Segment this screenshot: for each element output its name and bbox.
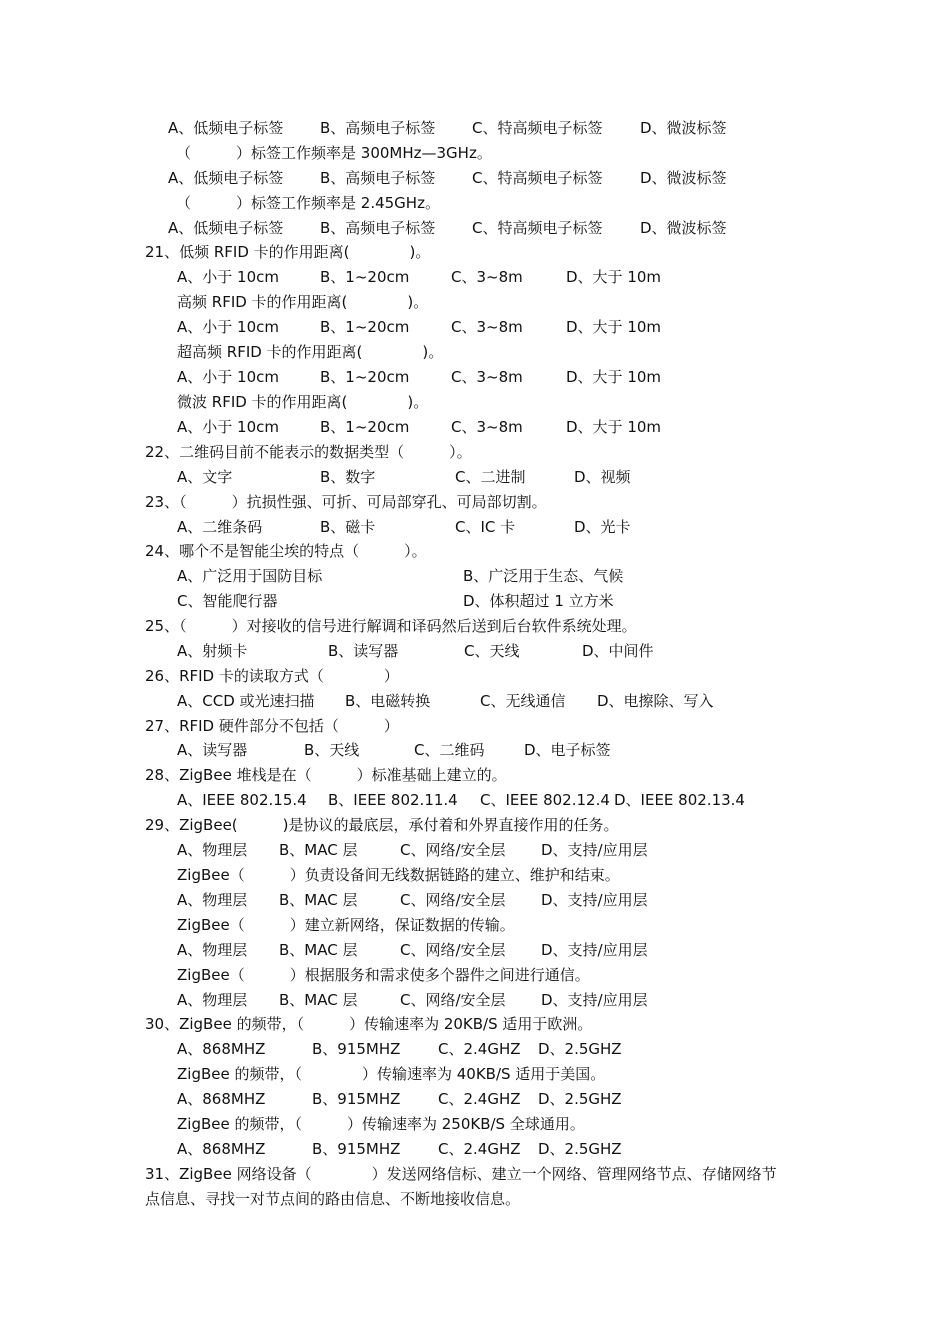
question-text: 26、RFID 卡的读取方式（ ）: [145, 667, 399, 685]
option-text: C、网络/安全层: [400, 941, 506, 959]
question-text: 30、ZigBee 的频带，（ ）传输速率为 20KB/S 适用于欧洲。: [145, 1015, 593, 1033]
option-row: [0, 589, 950, 614]
option-text: A、物理层: [177, 891, 248, 909]
question-text: 24、哪个不是智能尘埃的特点（ ）。: [145, 542, 427, 560]
question-line: [0, 714, 950, 739]
question-line: [0, 813, 950, 838]
option-text: D、大于 10m: [566, 268, 662, 286]
question-line: [0, 539, 950, 564]
question-text: （ ）标签工作频率是 2.45GHz。: [176, 194, 440, 212]
option-row: [0, 988, 950, 1013]
option-text: B、广泛用于生态、气候: [463, 567, 624, 585]
question-line: [0, 240, 950, 265]
option-text: D、2.5GHZ: [538, 1040, 622, 1058]
option-text: B、电磁转换: [345, 692, 431, 710]
option-row: [0, 838, 950, 863]
question-line: [0, 141, 950, 166]
option-text: B、IEEE 802.11.4: [328, 791, 458, 809]
option-text: B、915MHZ: [312, 1040, 401, 1058]
option-text: D、大于 10m: [566, 418, 662, 436]
question-line: [0, 340, 950, 365]
option-text: C、网络/安全层: [400, 891, 506, 909]
option-text: D、2.5GHZ: [538, 1090, 622, 1108]
option-text: C、2.4GHZ: [438, 1090, 521, 1108]
option-row: [0, 216, 950, 241]
option-text: B、高频电子标签: [320, 219, 436, 237]
question-text: 22、二维码目前不能表示的数据类型（ ）。: [145, 443, 472, 461]
option-row: [0, 738, 950, 763]
question-line: [0, 664, 950, 689]
option-text: A、物理层: [177, 941, 248, 959]
question-text: （ ）标签工作频率是 300MHz—3GHz。: [176, 144, 492, 162]
option-text: D、中间件: [582, 642, 654, 660]
option-text: B、1~20cm: [320, 268, 410, 286]
option-text: D、微波标签: [640, 219, 727, 237]
question-text: 27、RFID 硬件部分不包括（ ）: [145, 717, 399, 735]
question-text: 点信息、寻找一对节点间的路由信息、不断地接收信息。: [145, 1190, 521, 1208]
option-text: B、高频电子标签: [320, 119, 436, 137]
option-row: [0, 415, 950, 440]
question-line: [0, 1062, 950, 1087]
option-text: B、数字: [320, 468, 376, 486]
option-text: B、1~20cm: [320, 418, 410, 436]
option-text: D、支持/应用层: [541, 891, 648, 909]
option-text: A、小于 10cm: [177, 318, 279, 336]
question-text: 29、ZigBee( )是协议的最底层，承付着和外界直接作用的任务。: [145, 816, 619, 834]
option-row: [0, 265, 950, 290]
option-text: D、光卡: [574, 518, 631, 536]
option-text: D、体积超过 1 立方米: [463, 592, 614, 610]
option-text: B、高频电子标签: [320, 169, 436, 187]
option-row: [0, 888, 950, 913]
option-text: D、电子标签: [524, 741, 611, 759]
option-text: C、天线: [464, 642, 520, 660]
option-text: D、大于 10m: [566, 318, 662, 336]
option-text: C、2.4GHZ: [438, 1040, 521, 1058]
option-text: C、IC 卡: [455, 518, 516, 536]
option-text: D、支持/应用层: [541, 991, 648, 1009]
option-text: C、3~8m: [451, 268, 523, 286]
option-text: B、读写器: [328, 642, 399, 660]
option-text: B、MAC 层: [279, 991, 358, 1009]
question-text: 21、低频 RFID 卡的作用距离( )。: [145, 243, 431, 261]
question-text: ZigBee（ ）建立新网络，保证数据的传输。: [177, 916, 515, 934]
question-line: [0, 1187, 950, 1212]
question-line: [0, 863, 950, 888]
question-line: [0, 191, 950, 216]
option-text: C、特高频电子标签: [472, 169, 603, 187]
question-line: [0, 1012, 950, 1037]
option-row: [0, 689, 950, 714]
option-text: A、低频电子标签: [168, 119, 284, 137]
option-text: A、小于 10cm: [177, 418, 279, 436]
question-text: 25、（ ）对接收的信号进行解调和译码然后送到后台软件系统处理。: [145, 617, 637, 635]
question-line: [0, 1162, 950, 1187]
option-text: C、二维码: [414, 741, 485, 759]
option-text: D、IEEE 802.13.4: [614, 791, 745, 809]
option-text: D、微波标签: [640, 169, 727, 187]
option-text: B、天线: [304, 741, 360, 759]
option-row: [0, 515, 950, 540]
option-text: A、CCD 或光速扫描: [177, 692, 315, 710]
option-text: B、磁卡: [320, 518, 376, 536]
question-text: ZigBee 的频带，（ ）传输速率为 40KB/S 适用于美国。: [177, 1065, 606, 1083]
option-text: A、小于 10cm: [177, 368, 279, 386]
option-row: [0, 1137, 950, 1162]
question-line: [0, 614, 950, 639]
option-text: A、IEEE 802.15.4: [177, 791, 307, 809]
option-text: B、MAC 层: [279, 891, 358, 909]
option-text: C、智能爬行器: [177, 592, 278, 610]
option-text: A、低频电子标签: [168, 169, 284, 187]
option-text: D、支持/应用层: [541, 841, 648, 859]
question-line: [0, 763, 950, 788]
option-text: B、MAC 层: [279, 841, 358, 859]
option-text: C、特高频电子标签: [472, 219, 603, 237]
option-text: A、二维条码: [177, 518, 263, 536]
option-row: [0, 788, 950, 813]
option-row: [0, 1037, 950, 1062]
option-text: C、3~8m: [451, 318, 523, 336]
option-row: [0, 1087, 950, 1112]
option-text: C、3~8m: [451, 418, 523, 436]
option-text: C、2.4GHZ: [438, 1140, 521, 1158]
option-text: D、支持/应用层: [541, 941, 648, 959]
option-text: D、2.5GHZ: [538, 1140, 622, 1158]
option-text: A、868MHZ: [177, 1040, 266, 1058]
option-text: B、915MHZ: [312, 1090, 401, 1108]
option-text: C、网络/安全层: [400, 841, 506, 859]
question-line: [0, 1112, 950, 1137]
question-text: 28、ZigBee 堆栈是在（ ）标准基础上建立的。: [145, 766, 507, 784]
option-text: B、MAC 层: [279, 941, 358, 959]
question-text: ZigBee（ ）负责设备间无线数据链路的建立、维护和结束。: [177, 866, 620, 884]
question-text: ZigBee 的频带，（ ）传输速率为 250KB/S 全球通用。: [177, 1115, 585, 1133]
question-text: 高频 RFID 卡的作用距离( )。: [177, 293, 429, 311]
option-text: A、文字: [177, 468, 233, 486]
option-text: A、小于 10cm: [177, 268, 279, 286]
option-text: C、二进制: [455, 468, 526, 486]
option-text: B、915MHZ: [312, 1140, 401, 1158]
option-row: [0, 315, 950, 340]
option-text: B、1~20cm: [320, 318, 410, 336]
option-text: D、微波标签: [640, 119, 727, 137]
option-text: A、射频卡: [177, 642, 248, 660]
question-text: 超高频 RFID 卡的作用距离( )。: [177, 343, 444, 361]
option-text: B、1~20cm: [320, 368, 410, 386]
option-text: C、无线通信: [480, 692, 566, 710]
option-row: [0, 639, 950, 664]
question-text: 微波 RFID 卡的作用距离( )。: [177, 393, 429, 411]
option-row: [0, 166, 950, 191]
option-text: C、3~8m: [451, 368, 523, 386]
option-text: D、电擦除、写入: [597, 692, 714, 710]
question-line: [0, 440, 950, 465]
question-line: [0, 913, 950, 938]
option-text: A、广泛用于国防目标: [177, 567, 323, 585]
question-line: [0, 390, 950, 415]
option-row: [0, 116, 950, 141]
option-text: C、IEEE 802.12.4: [480, 791, 610, 809]
option-text: A、868MHZ: [177, 1140, 266, 1158]
option-text: A、868MHZ: [177, 1090, 266, 1108]
option-text: D、大于 10m: [566, 368, 662, 386]
question-text: 31、ZigBee 网络设备（ ）发送网络信标、建立一个网络、管理网络节点、存储网络节: [145, 1165, 777, 1183]
question-text: ZigBee（ ）根据服务和需求使多个器件之间进行通信。: [177, 966, 590, 984]
question-line: [0, 490, 950, 515]
option-row: [0, 938, 950, 963]
option-row: [0, 465, 950, 490]
question-text: 23、（ ）抗损性强、可折、可局部穿孔、可局部切割。: [145, 493, 547, 511]
option-text: A、物理层: [177, 991, 248, 1009]
option-text: C、网络/安全层: [400, 991, 506, 1009]
option-text: C、特高频电子标签: [472, 119, 603, 137]
option-text: D、视频: [574, 468, 631, 486]
option-row: [0, 365, 950, 390]
option-row: [0, 564, 950, 589]
option-text: A、物理层: [177, 841, 248, 859]
question-line: [0, 290, 950, 315]
option-text: A、低频电子标签: [168, 219, 284, 237]
option-text: A、读写器: [177, 741, 248, 759]
question-line: [0, 963, 950, 988]
